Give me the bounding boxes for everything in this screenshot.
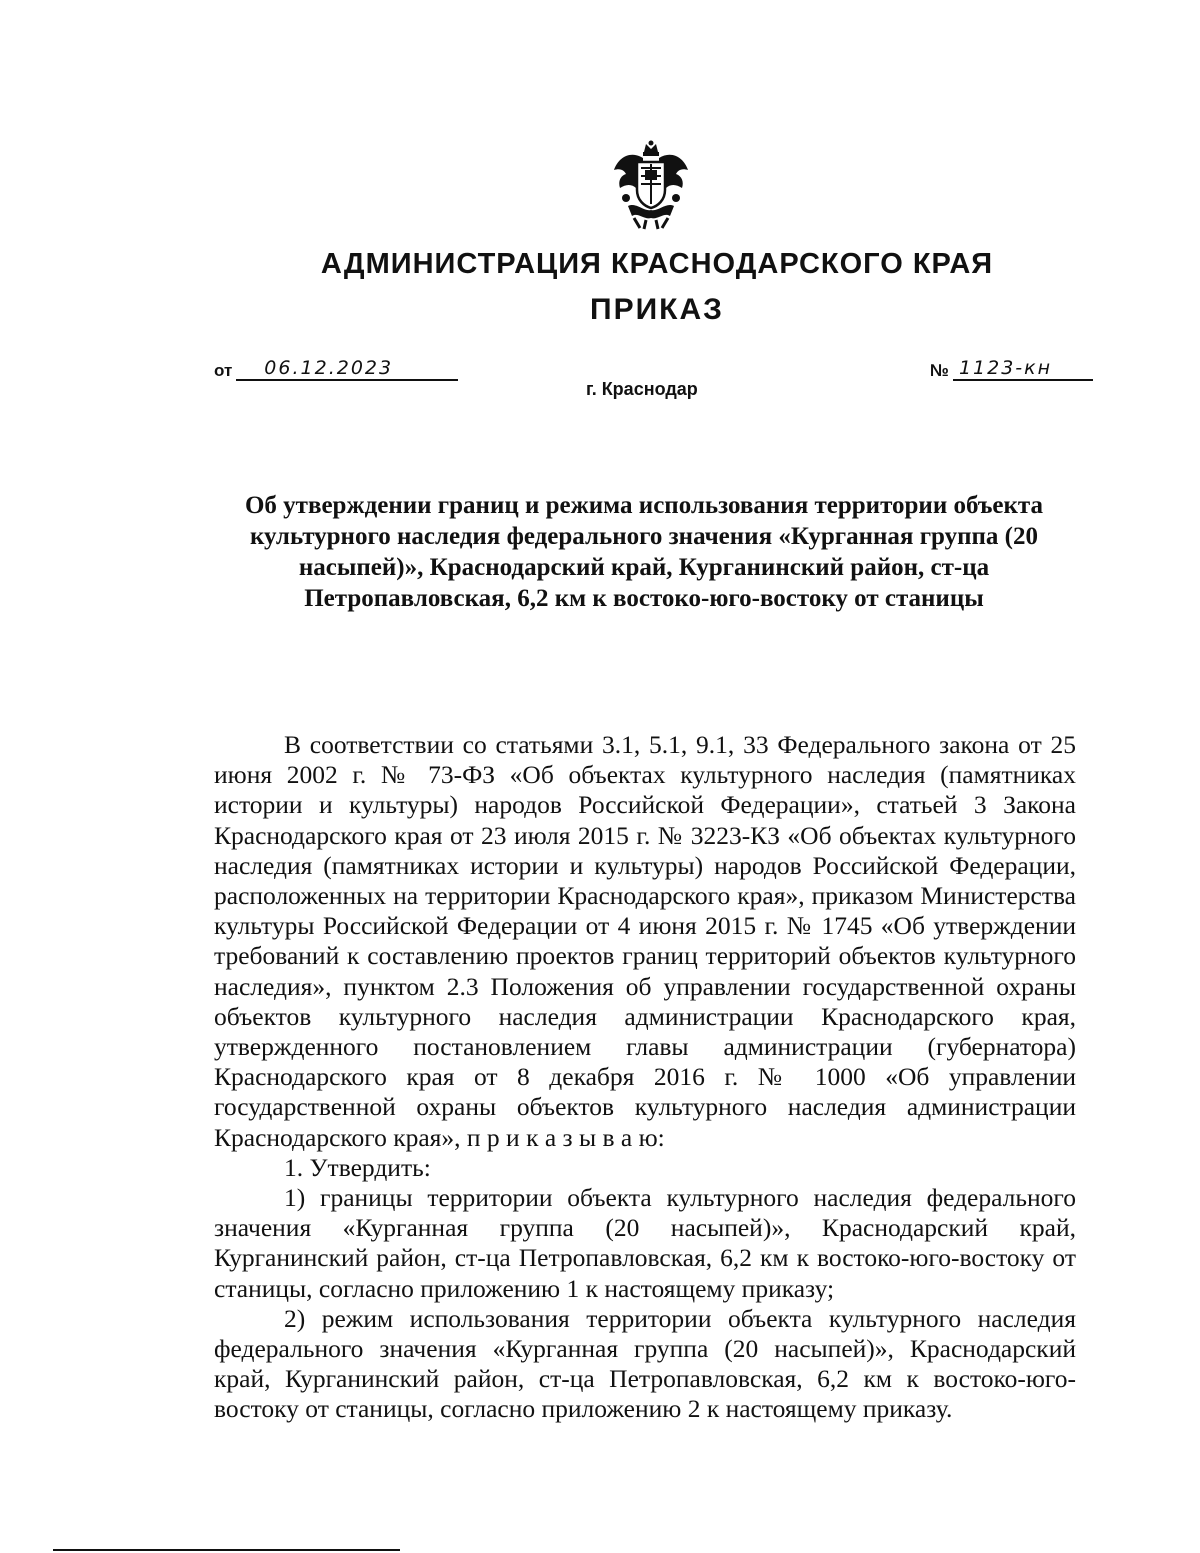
preamble-paragraph: В соответствии со статьями 3.1, 5.1, 9.1, 33 Федерального закона от 25 июня 2002 г. № 73-ФЗ «Об объектах культурного наследия (памятниках истории и культуры) народов Российской Федерации», статьей 3 Закона Краснодарского края от 23 июля 2015 г. № 3223-КЗ «Об объектах культурного наследия (памятниках истории и культуры) народов Российской Федерации, расположенных на территории Краснодарского края», приказом Министерства культуры Российской Федерации от 4 июня 2015 г. № 1745 «Об утверждении требований к составлению проектов границ территорий объектов культурного наследия», пунктом 2.3 Положения об управлении государственной охраны объектов культурного наследия администрации Краснодарского края, утвержденного постановлением главы администрации (губернатора) Краснодарского края от 8 декабря 2016 г. № 1000 «Об управлении государственной охраны объектов культурного наследия администрации Краснодарского края», п р и к а з ы в а ю:: [214, 730, 1076, 1152]
document-date: [214, 357, 458, 381]
item-1-2: 2) режим использования территории объекта культурного наследия федерального значения «Курганная группа (20 насыпей)», Краснодарский край, Курганинский район, ст-ца Петропавловская, 6,2 км к востоко-юго-востоку от станицы, согласно приложению 2 к настоящему приказу.: [214, 1303, 1076, 1424]
document-type: ПРИКАЗ: [590, 293, 724, 326]
item-1-1: 1) границы территории объекта культурного наследия федерального значения «Курганная группа (20 насыпей)», Краснодарский край, Курганинский район, ст-ца Петропавловская, 6,2 км к востоко-юго-востоку от станицы, согласно приложению 1 к настоящему приказу;: [214, 1183, 1076, 1303]
footnote-divider: [53, 1549, 400, 1551]
number-label: №: [930, 361, 949, 380]
document-body: [214, 730, 1076, 1425]
date-value: 06.12.2023: [236, 357, 458, 381]
document-number: [930, 357, 1093, 381]
organization-name: АДМИНИСТРАЦИЯ КРАСНОДАРСКОГО КРАЯ: [320, 248, 994, 280]
date-label: от: [214, 361, 233, 380]
city: г. Краснодар: [586, 379, 698, 399]
item-1: 1. Утвердить:: [284, 1152, 431, 1182]
coat-of-arms-icon: [610, 140, 692, 230]
document-title: Об утверждении границ и режима использования территории объекта культурного наследия федерального значения «Курганная группа (20 насыпей)», Краснодарский край, Курганинский район, ст-ца Петропавловская, 6,2 км к востоко-юго-востоку от станицы: [244, 492, 1044, 612]
number-value: 1123-кн: [953, 357, 1093, 381]
